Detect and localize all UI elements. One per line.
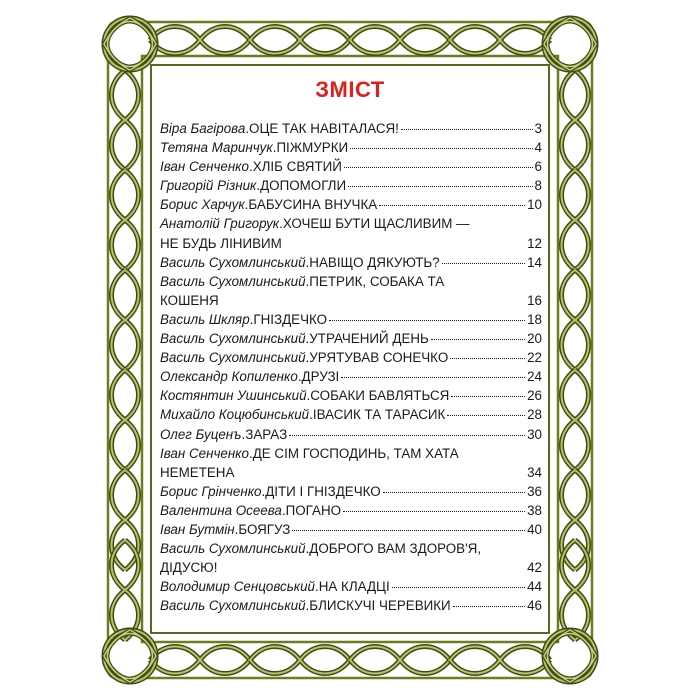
toc-entry: [160, 138, 542, 157]
toc-author-separator: .: [297, 369, 302, 385]
toc-title: ХЛІБ СВЯТИЙ: [252, 159, 342, 175]
toc-author-separator: .: [305, 541, 310, 557]
toc-page-number: 22: [527, 350, 542, 366]
toc-title-continued: КОШЕНЯ: [160, 292, 219, 308]
toc-entry-line: [160, 501, 542, 520]
toc-author-separator: .: [244, 197, 249, 213]
toc-leader-dots: [289, 435, 525, 436]
toc-entry: [160, 310, 542, 329]
toc-entry-line: [160, 463, 542, 482]
toc-page-number: 3: [534, 121, 542, 136]
toc-entry: [160, 329, 542, 348]
toc-entry: [160, 501, 542, 520]
toc-entry-line: [160, 214, 542, 233]
toc-page-number: 40: [527, 521, 542, 537]
toc-title: НАВІЩО ДЯКУЮТЬ?: [309, 254, 440, 270]
toc-author: Олег Буценъ: [160, 426, 242, 442]
toc-entry-line: [160, 329, 542, 348]
toc-page-number: 34: [527, 464, 542, 480]
toc-author: Володимир Сенцовський: [160, 579, 315, 595]
toc-author-separator: .: [305, 331, 310, 347]
toc-author: Василь Сухомлинський: [160, 254, 306, 270]
toc-entry: [160, 577, 542, 596]
toc-author-separator: .: [241, 426, 246, 442]
toc-title: УТРАЧЕНИЙ ДЕНЬ: [309, 331, 429, 347]
toc-author-separator: .: [309, 407, 313, 423]
toc-entry: [160, 119, 542, 138]
toc-author-separator: .: [281, 502, 286, 518]
toc-page-number: 24: [527, 369, 542, 385]
toc-author: Михайло Коцюбинський: [160, 407, 310, 423]
toc-leader-dots: [343, 511, 525, 512]
toc-leader-dots: [450, 358, 525, 359]
toc-entry-line: [160, 272, 542, 291]
toc-page-number: 10: [527, 197, 542, 213]
toc-leader-dots: [453, 606, 525, 607]
toc-entry-line: [160, 520, 542, 539]
toc-author: Іван Бутмін: [160, 521, 235, 537]
toc-entry: [160, 444, 542, 482]
toc-author-separator: .: [234, 521, 239, 537]
toc-title-continued: ДІДУСЮ!: [160, 560, 218, 576]
toc-title: НА КЛАДЦІ: [318, 579, 390, 595]
toc-page-number: 30: [527, 426, 542, 442]
toc-author: Анатолій Григорук: [160, 216, 280, 232]
toc-page-number: 6: [534, 159, 542, 175]
toc-author: Григорій Різник: [160, 178, 257, 194]
toc-title: БОЯГУЗ: [238, 521, 291, 537]
toc-entry-line: [160, 119, 542, 138]
toc-entry-line: [160, 348, 542, 367]
toc-author: Віра Багірова: [160, 121, 246, 136]
toc-entry: [160, 157, 542, 176]
toc-entry-line: [160, 253, 542, 272]
toc-title: ЗАРАЗ: [245, 426, 288, 442]
toc-entry: [160, 482, 542, 501]
toc-page-number: 42: [527, 560, 542, 576]
toc-leader-dots: [383, 492, 525, 493]
toc-entry-line: [160, 596, 542, 615]
toc-entry: [160, 596, 542, 615]
toc-author-separator: .: [305, 273, 310, 289]
toc-entry: [160, 425, 542, 444]
toc-leader-dots: [451, 396, 525, 397]
toc-entry-line: [160, 157, 542, 176]
toc-entry-line: [160, 425, 542, 444]
toc-page-number: 4: [534, 140, 542, 156]
toc-title-continued: НЕ БУДЬ ЛІНИВИМ: [160, 235, 282, 251]
toc-entry: [160, 367, 542, 386]
toc-entry-line: [160, 291, 542, 310]
toc-entry-line: [160, 444, 542, 463]
toc-page-number: 28: [527, 407, 542, 423]
toc-author-separator: .: [279, 216, 283, 232]
toc-page-number: 12: [527, 235, 542, 251]
toc-entry-line: [160, 176, 542, 195]
toc-entry-line: [160, 310, 542, 329]
toc-author: Василь Шкляр: [160, 311, 250, 327]
toc-page-number: 44: [527, 579, 542, 595]
toc-author: Василь Сухомлинський: [160, 350, 306, 366]
toc-entry-line: [160, 577, 542, 596]
toc-page-number: 18: [527, 311, 542, 327]
toc-leader-dots: [344, 167, 533, 168]
toc-author-separator: .: [248, 159, 253, 175]
toc-author: Костянтин Ушинський: [160, 388, 307, 404]
toc-entry-line: [160, 405, 542, 424]
toc-title: ДРУЗІ: [301, 369, 340, 385]
toc-entry: [160, 520, 542, 539]
toc-author: Василь Сухомлинський: [160, 598, 306, 614]
toc-title: ГНІЗДЕЧКО: [253, 311, 328, 327]
toc-page-number: 14: [527, 254, 542, 270]
toc-author: Василь Сухомлинський: [160, 273, 306, 289]
toc-entry: [160, 176, 542, 195]
toc-leader-dots: [442, 263, 525, 264]
toc-title: БЛИСКУЧІ ЧЕРЕВИКИ: [309, 598, 451, 614]
toc-leader-dots: [379, 205, 525, 206]
toc-author-separator: .: [245, 121, 250, 136]
toc-page-number: 26: [527, 388, 542, 404]
toc-author-separator: .: [306, 388, 311, 404]
toc-page-number: 36: [527, 483, 542, 499]
toc-title: СОБАКИ БАВЛЯТЬСЯ: [310, 388, 450, 404]
toc-leader-dots: [350, 148, 532, 149]
toc-page-number: 16: [527, 292, 542, 308]
toc-author-separator: .: [248, 445, 253, 461]
toc-page-number: 46: [527, 598, 542, 614]
toc-title: УРЯТУВАВ СОНЕЧКО: [309, 350, 449, 366]
toc-leader-dots: [401, 129, 533, 130]
toc-title: ДІТИ І ГНІЗДЕЧКО: [265, 483, 381, 499]
toc-entry: [160, 272, 542, 310]
toc-page-number: 20: [527, 331, 542, 347]
toc-title: ПІЖМУРКИ: [276, 140, 349, 156]
toc-page-number: 38: [527, 502, 542, 518]
toc-author-separator: .: [305, 598, 310, 614]
toc-entry: [160, 539, 542, 577]
toc-entry-line: [160, 558, 542, 577]
toc-author: Валентина Осеева: [160, 502, 282, 518]
toc-author-separator: .: [272, 140, 277, 156]
toc-author: Борис Харчук: [160, 197, 245, 213]
toc-leader-dots: [329, 320, 525, 321]
toc-author-separator: .: [261, 483, 266, 499]
toc-author: Тетяна Маринчук: [160, 140, 273, 156]
toc-entry-line: [160, 539, 542, 558]
toc-title: ПОГАНО: [285, 502, 342, 518]
toc-entry-line: [160, 367, 542, 386]
toc-page-number: 8: [534, 178, 542, 194]
toc-author: Борис Грінченко: [160, 483, 262, 499]
toc-leader-dots: [341, 377, 525, 378]
toc-entry-line: [160, 386, 542, 405]
toc-title: ІВАСИК ТА ТАРАСИК: [312, 407, 446, 423]
toc-author: Василь Сухомлинський: [160, 541, 306, 557]
toc-author-separator: .: [305, 254, 310, 270]
toc-title: ДОПОМОГЛИ: [260, 178, 347, 194]
toc-author: Василь Сухомлинський: [160, 331, 306, 347]
toc-leader-dots: [392, 587, 525, 588]
toc-entry: [160, 214, 542, 252]
toc-author-separator: .: [256, 178, 261, 194]
toc-author-separator: .: [314, 579, 319, 595]
table-of-contents: [160, 119, 542, 615]
toc-entry-line: [160, 195, 542, 214]
toc-leader-dots: [447, 415, 525, 416]
toc-entry-line: [160, 482, 542, 501]
toc-entry: [160, 348, 542, 367]
toc-leader-dots: [348, 186, 532, 187]
toc-title: ОЦЕ ТАК НАВІТАЛАСЯ!: [249, 121, 399, 136]
toc-entry-line: [160, 138, 542, 157]
toc-title-continued: НЕМЕТЕНА: [160, 464, 235, 480]
toc-title: ХОЧЕШ БУТИ ЩАСЛИВИМ —: [282, 216, 470, 232]
toc-leader-dots: [292, 530, 525, 531]
toc-entry: [160, 195, 542, 214]
toc-entry: [160, 253, 542, 272]
toc-title: БАБУСИНА ВНУЧКА: [248, 197, 378, 213]
toc-author: Олександр Копиленко: [160, 369, 298, 385]
toc-entry-line: [160, 234, 542, 253]
toc-leader-dots: [431, 339, 525, 340]
toc-title: ДОБРОГО ВАМ ЗДОРОВ'Я,: [309, 541, 482, 557]
toc-title: ДЕ СІМ ГОСПОДИНЬ, ТАМ ХАТА: [252, 445, 459, 461]
page-title: ЗМІСТ: [315, 77, 385, 102]
toc-author: Іван Сенченко: [160, 159, 249, 175]
toc-author-separator: .: [305, 350, 310, 366]
toc-author: Іван Сенченко: [160, 445, 249, 461]
toc-title: ПЕТРИК, СОБАКА ТА: [309, 273, 445, 289]
toc-author-separator: .: [249, 311, 254, 327]
toc-entry: [160, 405, 542, 424]
toc-entry: [160, 386, 542, 405]
